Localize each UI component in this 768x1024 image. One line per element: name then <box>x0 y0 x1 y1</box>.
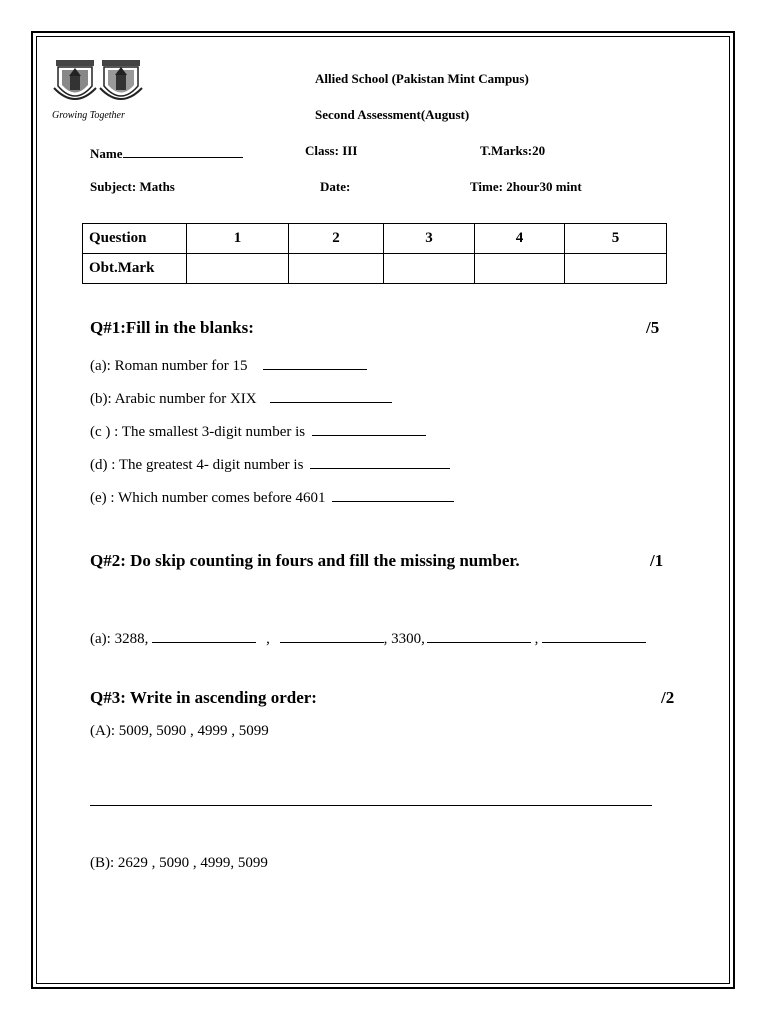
answer-blank[interactable] <box>280 628 384 643</box>
q3-marks: /2 <box>661 688 675 707</box>
answer-blank[interactable] <box>332 487 454 502</box>
q3-item-b: (B): 2629 , 5090 , 4999, 5099 <box>90 855 268 871</box>
q1-item-a <box>90 355 367 375</box>
answer-blank[interactable] <box>427 628 531 643</box>
question-number: 3 <box>384 224 475 254</box>
obtained-marks-header: Obt.Mark <box>83 254 187 284</box>
answer-blank[interactable] <box>542 628 646 643</box>
question-number: 1 <box>187 224 289 254</box>
question-header: Question <box>83 224 187 254</box>
mark-cell[interactable] <box>565 254 667 284</box>
subject-label: Subject: Maths <box>90 179 175 194</box>
q2-title: Q#2: Do skip counting in fours and fill the missing number. <box>90 551 520 570</box>
question-row <box>83 224 667 254</box>
question-number: 5 <box>565 224 667 254</box>
q2-mid-value: , 3300, <box>383 631 425 647</box>
mark-cell[interactable] <box>475 254 565 284</box>
q3-item-a: (A): 5009, 5090 , 4999 , 5099 <box>90 723 269 739</box>
question-number: 2 <box>289 224 384 254</box>
q3-title: Q#3: Write in ascending order: <box>90 688 317 707</box>
answer-line[interactable] <box>90 805 652 806</box>
q1-item-a-text: (a): Roman number for 15 <box>90 358 248 374</box>
question-number: 4 <box>475 224 565 254</box>
school-name: Allied School (Pakistan Mint Campus) <box>315 71 529 86</box>
q2-item-a-prefix: (a): 3288, <box>90 631 149 647</box>
class-label: Class: III <box>305 143 358 158</box>
answer-blank[interactable] <box>312 421 426 436</box>
school-tagline: Growing Together <box>52 110 125 121</box>
answer-blank[interactable] <box>310 454 450 469</box>
name-field <box>90 143 243 162</box>
mark-cell[interactable] <box>289 254 384 284</box>
separator-comma: , <box>266 631 270 647</box>
q1-item-d <box>90 454 450 474</box>
date-label: Date: <box>320 179 351 194</box>
name-label: Name <box>90 146 123 161</box>
q2-item-a <box>90 628 646 648</box>
marks-table <box>82 223 667 284</box>
obtained-marks-row <box>83 254 667 284</box>
crest-icon-right <box>100 60 142 99</box>
q1-item-b <box>90 388 392 408</box>
assessment-title: Second Assessment(August) <box>315 107 470 122</box>
time-label: Time: 2hour30 mint <box>470 179 582 194</box>
q1-marks: /5 <box>646 318 660 337</box>
total-marks: T.Marks:20 <box>480 143 546 158</box>
q1-item-e <box>90 487 454 507</box>
crest-icon-left <box>54 60 96 99</box>
q1-item-b-text: (b): Arabic number for XIX <box>90 391 257 407</box>
q1-item-c <box>90 421 426 441</box>
q2-marks: /1 <box>650 551 664 570</box>
mark-cell[interactable] <box>187 254 289 284</box>
q1-item-e-text: (e) : Which number comes before 4601 <box>90 490 326 506</box>
answer-blank[interactable] <box>263 355 367 370</box>
q1-title: Q#1:Fill in the blanks: <box>90 318 254 337</box>
separator-comma: , <box>534 631 539 647</box>
name-blank[interactable] <box>123 143 243 158</box>
answer-blank[interactable] <box>152 628 256 643</box>
q1-item-c-text: (c ) : The smallest 3-digit number is <box>90 424 306 440</box>
q1-item-d-text: (d) : The greatest 4- digit number is <box>90 457 304 473</box>
answer-blank[interactable] <box>270 388 392 403</box>
mark-cell[interactable] <box>384 254 475 284</box>
